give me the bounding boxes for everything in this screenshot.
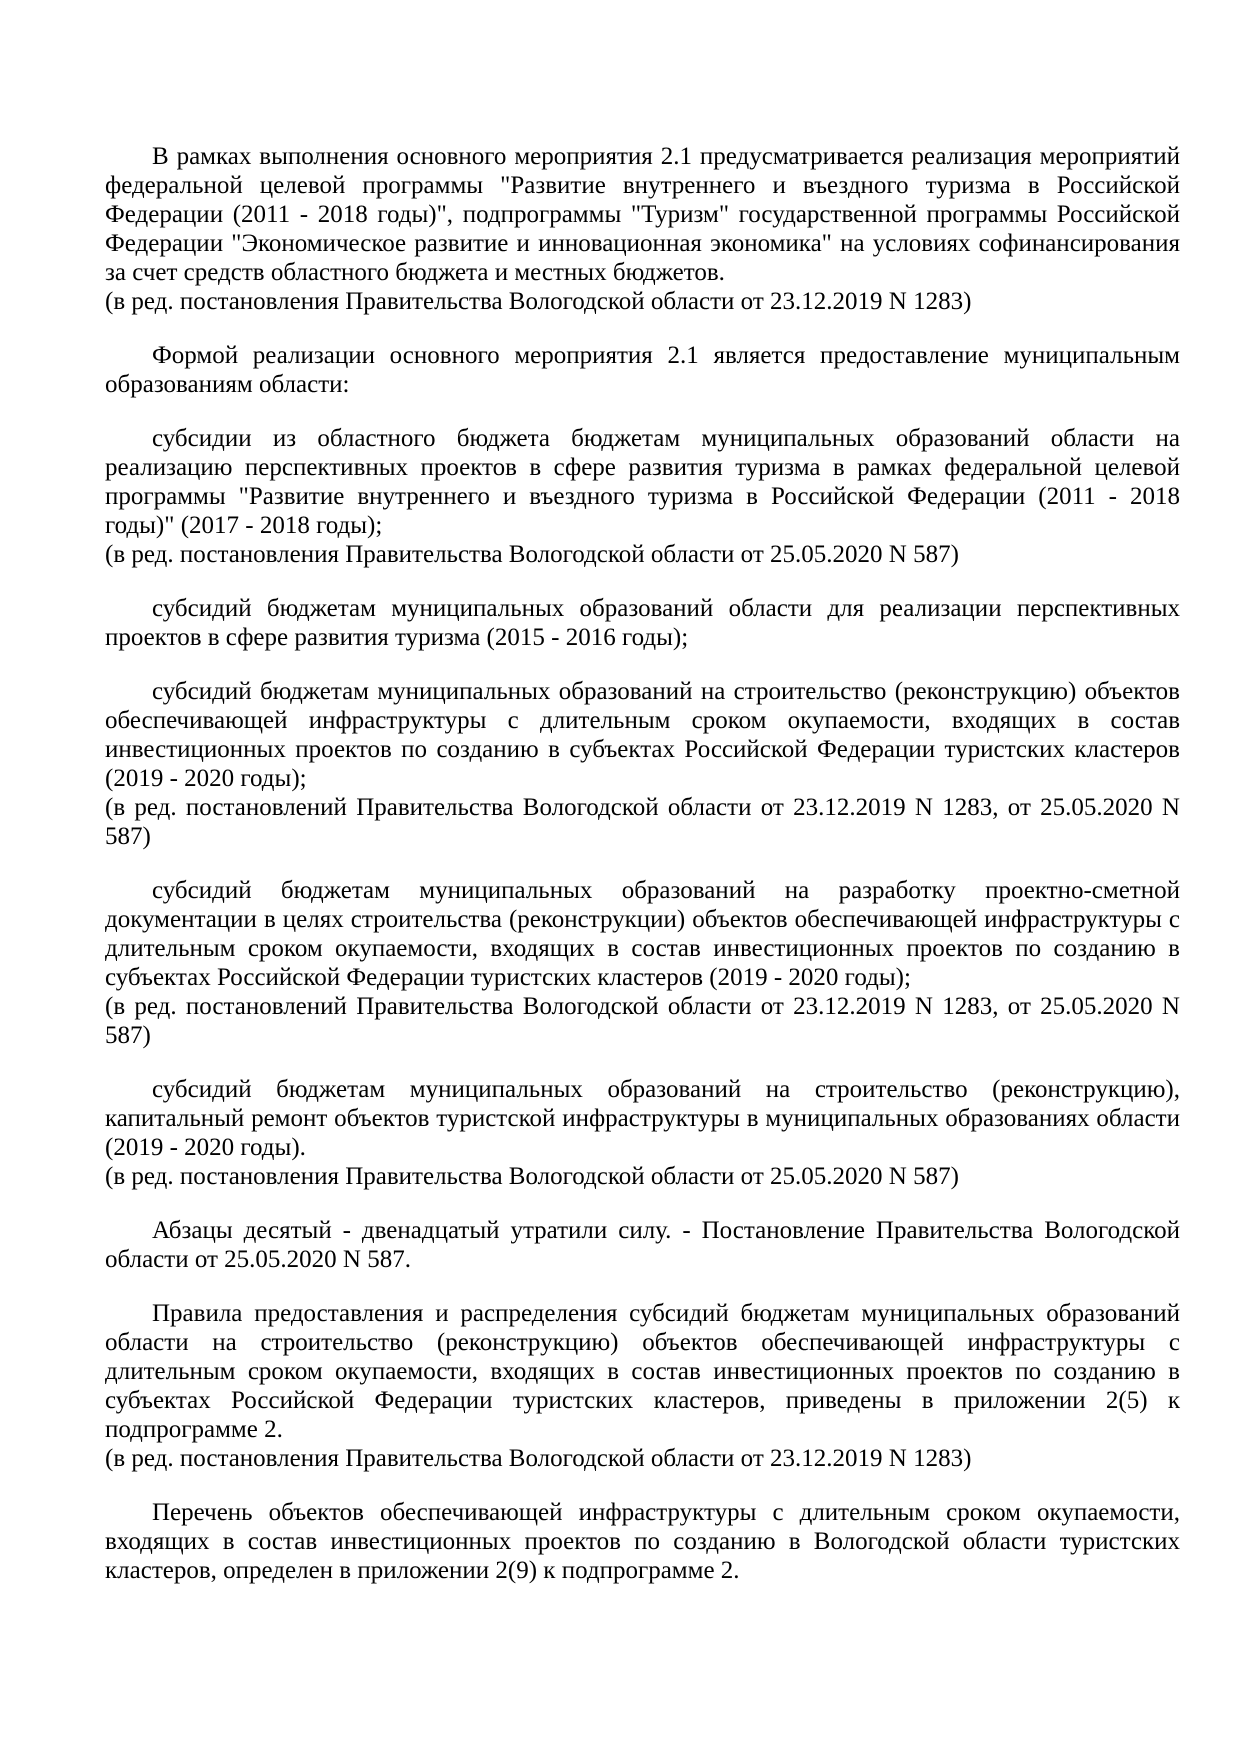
paragraph-block bbox=[105, 1498, 1180, 1585]
paragraph-block bbox=[105, 1299, 1180, 1473]
paragraph-block bbox=[105, 876, 1180, 1050]
paragraph: субсидий бюджетам муниципальных образований на строительство (реконструкцию) объектов обеспечивающей инфраструктуры с длительным сроком окупаемости, входящих в состав инвестиционных проектов по созданию в субъектах Российской Федерации туристских кластеров (2019 - 2020 годы); bbox=[105, 678, 1180, 792]
paragraph-block bbox=[105, 142, 1180, 316]
paragraph: Абзацы десятый - двенадцатый утратили силу. - Постановление Правительства Вологодской области от 25.05.2020 N 587. bbox=[105, 1217, 1180, 1273]
amendment-note: (в ред. постановления Правительства Вологодской области от 25.05.2020 N 587) bbox=[105, 541, 959, 568]
paragraph-block bbox=[105, 594, 1180, 652]
paragraph-block bbox=[105, 1075, 1180, 1191]
paragraph-block bbox=[105, 341, 1180, 399]
paragraph: субсидий бюджетам муниципальных образований области для реализации перспективных проектов в сфере развития туризма (2015 - 2016 годы); bbox=[105, 595, 1180, 651]
paragraph: субсидий бюджетам муниципальных образований на разработку проектно-сметной документации в целях строительства (реконструкции) объектов обеспечивающей инфраструктуры с длительным сроком окупаемости, входящих в состав инвестиционных проектов по созданию в субъектах Российской Федерации туристских кластеров (2019 - 2020 годы); bbox=[105, 877, 1180, 991]
paragraph: В рамках выполнения основного мероприятия 2.1 предусматривается реализация мероприятий федеральной целевой программы "Развитие внутреннего и въездного туризма в Российской Федерации (2011 - 2018 годы)", подпрограммы "Туризм" государственной программы Российской Федерации "Экономическое развитие и инновационная экономика" на условиях софинансирования за счет средств областного бюджета и местных бюджетов. bbox=[105, 143, 1180, 286]
amendment-note: (в ред. постановления Правительства Вологодской области от 23.12.2019 N 1283) bbox=[105, 288, 972, 315]
paragraph: Формой реализации основного мероприятия 2.1 является предоставление муниципальным образованиям области: bbox=[105, 342, 1180, 398]
paragraph: Правила предоставления и распределения субсидий бюджетам муниципальных образований области на строительство (реконструкцию) объектов обеспечивающей инфраструктуры с длительным сроком окупаемости, входящих в состав инвестиционных проектов по созданию в субъектах Российской Федерации туристских кластеров, приведены в приложении 2(5) к подпрограмме 2. bbox=[105, 1300, 1180, 1443]
paragraph: субсидии из областного бюджета бюджетам муниципальных образований области на реализацию перспективных проектов в сфере развития туризма в рамках федеральной целевой программы "Развитие внутреннего и въездного туризма в Российской Федерации (2011 - 2018 годы)" (2017 - 2018 годы); bbox=[105, 425, 1180, 539]
paragraph-block bbox=[105, 677, 1180, 851]
paragraph-block bbox=[105, 424, 1180, 569]
amendment-note: (в ред. постановления Правительства Вологодской области от 23.12.2019 N 1283) bbox=[105, 1445, 972, 1472]
amendment-note: (в ред. постановления Правительства Вологодской области от 25.05.2020 N 587) bbox=[105, 1163, 959, 1190]
amendment-note: (в ред. постановлений Правительства Вологодской области от 23.12.2019 N 1283, от 25.05.2020 N 587) bbox=[105, 993, 1180, 1049]
paragraph: Перечень объектов обеспечивающей инфраструктуры с длительным сроком окупаемости, входящих в состав инвестиционных проектов по созданию в Вологодской области туристских кластеров, определен в приложении 2(9) к подпрограмме 2. bbox=[105, 1499, 1180, 1584]
paragraph: субсидий бюджетам муниципальных образований на строительство (реконструкцию), капитальный ремонт объектов туристской инфраструктуры в муниципальных образованиях области (2019 - 2020 годы). bbox=[105, 1076, 1180, 1161]
paragraph-block bbox=[105, 1216, 1180, 1274]
amendment-note: (в ред. постановлений Правительства Вологодской области от 23.12.2019 N 1283, от 25.05.2020 N 587) bbox=[105, 794, 1180, 850]
